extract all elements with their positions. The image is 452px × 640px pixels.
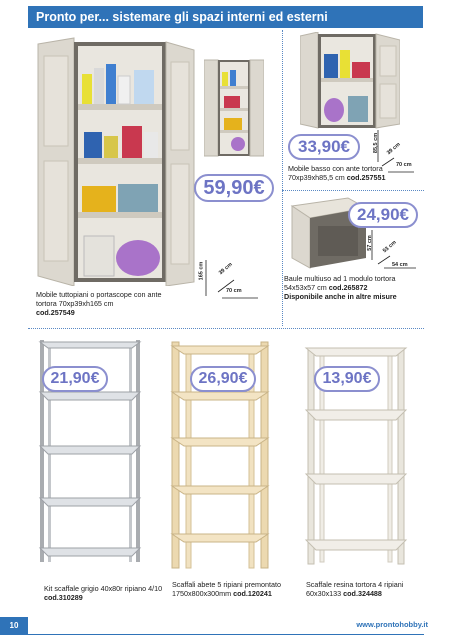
price-badge: 13,90€ xyxy=(314,366,380,392)
product-code: cod.324488 xyxy=(343,589,382,598)
dimension-depth: 39 cm xyxy=(217,261,234,277)
tall-cabinet-small-image xyxy=(204,58,264,158)
website-link[interactable]: www.prontohobby.it xyxy=(356,620,428,629)
product-code: cod.257549 xyxy=(36,308,75,317)
product-name: Baule multiuso ad 1 modulo tortora 54x53x57 cm xyxy=(284,274,396,292)
product-name: Scaffali abete 5 ripiani premontato 1750x800x300mm xyxy=(172,580,281,598)
page-title: Pronto per... sistemare gli spazi interni ed esterni xyxy=(36,10,328,24)
dimension-height: 85,5 cm xyxy=(373,132,380,154)
price-badge: 24,90€ xyxy=(348,202,418,228)
product-description xyxy=(172,580,292,598)
product-description xyxy=(284,274,418,301)
price-badge: 26,90€ xyxy=(190,366,256,392)
dimension-depth: 39 cm xyxy=(385,141,402,157)
product-code: cod.257551 xyxy=(346,173,386,182)
product-code: cod.120241 xyxy=(233,589,272,598)
divider-vertical xyxy=(282,30,283,326)
product-description xyxy=(288,164,398,182)
dimension-height: 165 cm xyxy=(198,261,205,281)
price-badge: 33,90€ xyxy=(288,134,360,160)
dimension-lines xyxy=(370,226,420,276)
product-name: Mobile tuttopiani o portascope con ante tortora 70xp39xh165 cm xyxy=(36,290,162,308)
divider-middle xyxy=(28,328,424,329)
product-description xyxy=(44,584,164,602)
page-number: 10 xyxy=(0,617,28,635)
product-code: cod.265872 xyxy=(328,283,368,292)
product-name: Scaffale resina tortora 4 ripiani 60x30x133 xyxy=(306,580,404,598)
low-cabinet-image xyxy=(300,32,400,132)
dimension-height: 57 cm xyxy=(366,235,373,251)
dimension-depth: 53 cm xyxy=(381,239,398,255)
product-name: Mobile basso con ante tortora 70xp39xh85,5 cm xyxy=(288,164,383,182)
product-name: Kit scaffale grigio 40x80r ripiano 4/10 xyxy=(44,584,163,593)
tall-cabinet-image xyxy=(36,36,196,286)
product-description xyxy=(306,580,424,598)
product-note: Disponibile anche in altre misure xyxy=(284,292,397,301)
product-description xyxy=(36,290,176,317)
product-code: cod.310289 xyxy=(44,593,83,602)
price-badge: 59,90€ xyxy=(194,174,274,202)
page-header xyxy=(28,6,423,28)
price-badge: 21,90€ xyxy=(42,366,108,392)
divider-top-right xyxy=(282,190,424,191)
dimension-width: 54 cm xyxy=(392,262,408,268)
dimension-width: 70 cm xyxy=(226,288,242,294)
dimension-width: 70 cm xyxy=(396,162,412,168)
footer-divider xyxy=(28,634,424,635)
